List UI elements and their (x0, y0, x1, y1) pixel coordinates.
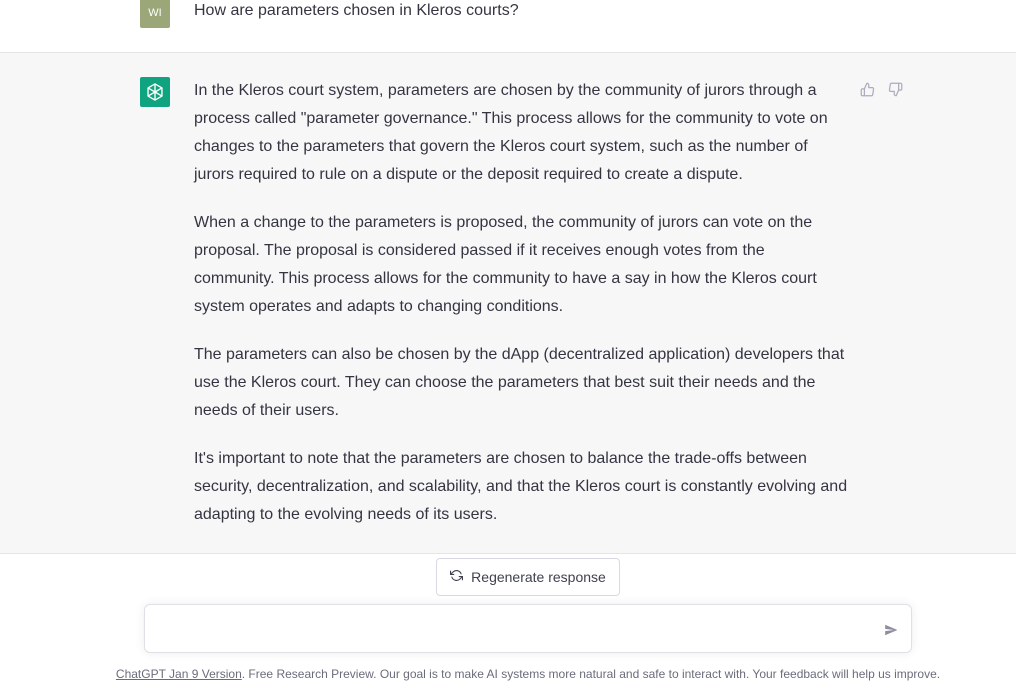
send-icon[interactable] (881, 620, 901, 640)
assistant-answer (194, 77, 849, 549)
footer-disclaimer (0, 666, 1016, 682)
footer-text: . Free Research Preview. Our goal is to make AI systems more natural and safe to interact with. Your feedback will help us improve. (241, 667, 941, 681)
feedback-buttons (858, 79, 904, 99)
message-input-box (144, 604, 912, 653)
thumbs-up-icon[interactable] (858, 79, 876, 99)
assistant-message-row (0, 53, 1016, 554)
user-message-row (0, 0, 1016, 53)
message-input[interactable] (159, 617, 859, 641)
answer-paragraph: In the Kleros court system, parameters are chosen by the community of jurors through a process called "parameter governance." This process allows for the community to vote on changes to the parameters that govern the Kleros court system, such as the number of jurors required to rule on a dispute or the deposit required to create a dispute. (194, 82, 828, 183)
openai-logo-icon (140, 77, 170, 107)
regenerate-response-button[interactable] (436, 558, 620, 596)
user-message-text: How are parameters chosen in Kleros courts? (194, 2, 519, 19)
refresh-icon (450, 569, 463, 585)
regenerate-label: Regenerate response (471, 569, 606, 585)
thumbs-down-icon[interactable] (886, 79, 904, 99)
answer-paragraph: The parameters can also be chosen by the dApp (decentralized application) developers that use the Kleros court. They can choose the parameters that best suit their needs and the needs of their users. (194, 346, 845, 419)
version-link[interactable]: ChatGPT Jan 9 Version (115, 667, 242, 681)
answer-paragraph: When a change to the parameters is proposed, the community of jurors can vote on the proposal. The proposal is considered passed if it receives enough votes from the community. This process allows for the community to have a say in how the Kleros court system operates and adapts to changing conditions. (194, 214, 817, 315)
user-avatar: WI (140, 0, 170, 28)
answer-paragraph: It's important to note that the parameters are chosen to balance the trade-offs between security, decentralization, and scalability, and that the Kleros court is constantly evolving and adapting to the evolving needs of its users. (194, 450, 848, 523)
